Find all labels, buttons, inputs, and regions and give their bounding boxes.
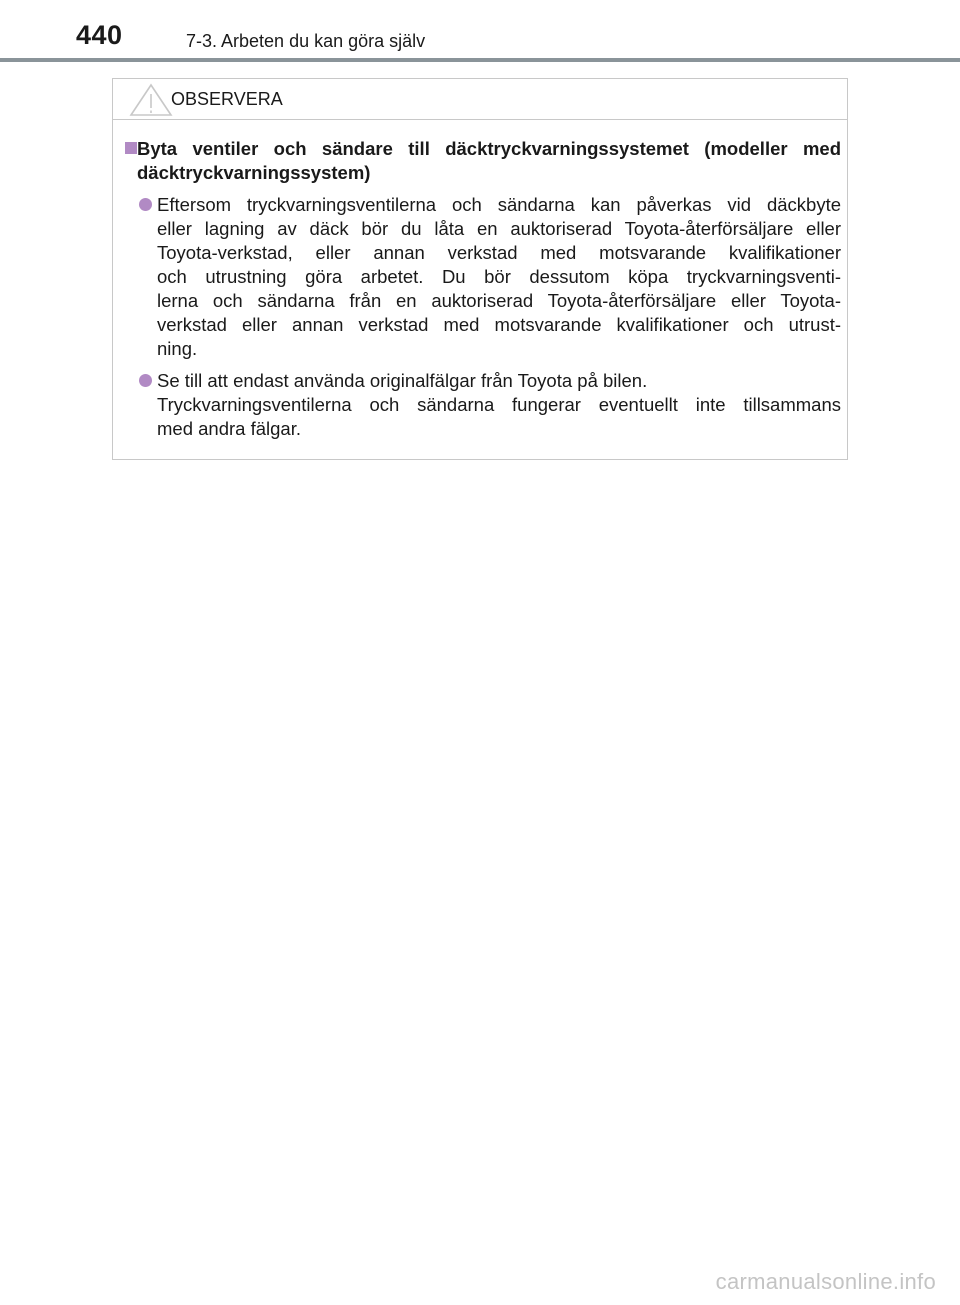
caution-box [112,78,848,460]
page-header [0,0,960,64]
caution-label: OBSERVERA [171,89,283,109]
round-bullet-icon [139,198,152,211]
bullet-item-2 [157,369,841,441]
bullet-1-line-2: eller lagning av däck bör du låta en auktoriserad Toyota-återförsäljare eller [157,218,841,239]
bullet-1-line-4: och utrustning göra arbetet. Du bör dessutom köpa tryckvarningsventi- [157,266,841,287]
caution-header [113,79,847,120]
bullet-2-line-3: med andra fälgar. [157,418,301,439]
round-bullet-icon [139,374,152,387]
bullet-1-line-3: Toyota-verkstad, eller annan verkstad med motsvarande kvalifikationer [157,242,841,263]
caution-body [113,137,847,441]
header-rule [0,58,960,62]
square-bullet-icon [125,142,137,154]
bullet-1-line-6: verkstad eller annan verkstad med motsvarande kvalifikationer och utrust- [157,314,841,335]
bullet-item-1 [157,193,841,361]
watermark: carmanualsonline.info [715,1269,936,1294]
bullet-2-line-1: Se till att endast använda originalfälgar från Toyota på bilen. [157,370,648,391]
bullet-1-line-7: ning. [157,338,198,359]
section-title: 7-3. Arbeten du kan göra själv [186,31,426,51]
bullet-1-line-5: lerna och sändarna från en auktoriserad Toyota-återförsäljare eller Toyota- [157,290,841,311]
item-heading [137,137,841,185]
bullet-1-line-1: Eftersom tryckvarningsventilerna och sändarna kan påverkas vid däckbyte [157,194,841,215]
bullet-2-line-2: Tryckvarningsventilerna och sändarna fungerar eventuellt inte tillsammans [157,394,841,415]
page-number: 440 [76,20,123,50]
item-heading-text: Byta ventiler och sändare till däcktryckvarningssystemet (modeller med däcktryckvarningssystem) [137,138,841,183]
